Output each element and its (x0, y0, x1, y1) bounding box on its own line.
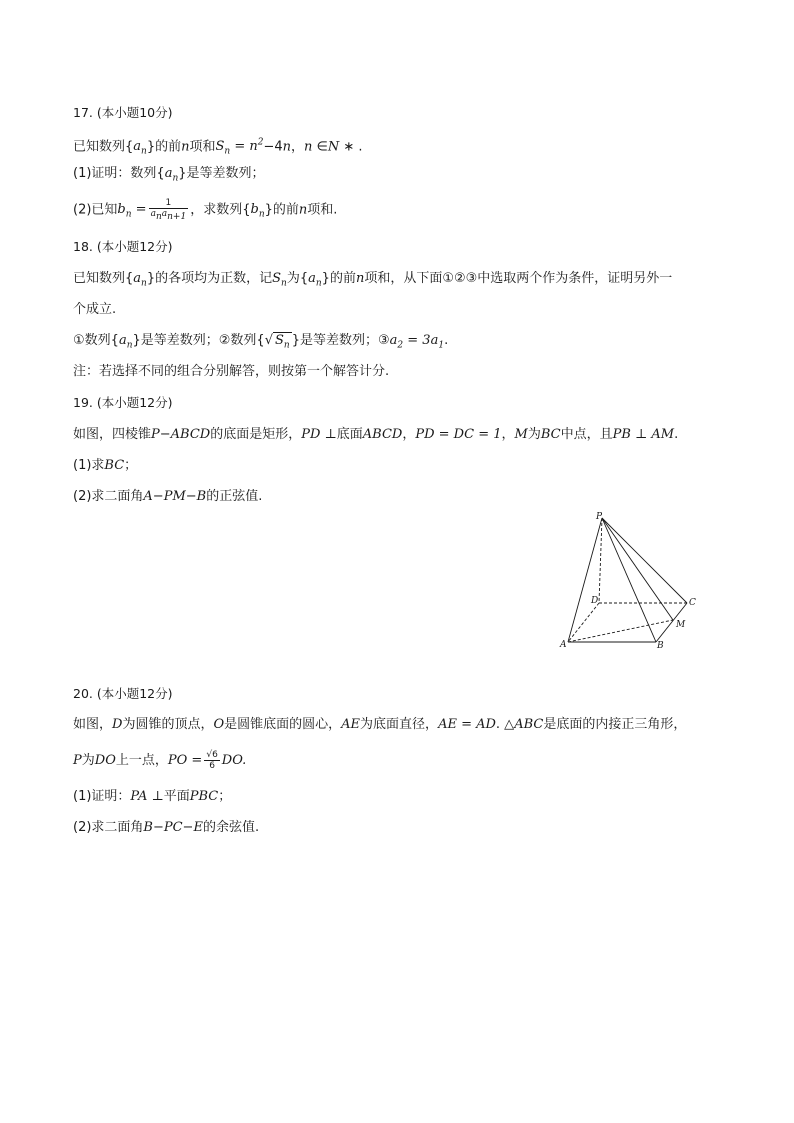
label-M: M (676, 620, 686, 630)
edge-PC (602, 518, 687, 603)
q17-header: 17. (本小题10分) (73, 105, 173, 120)
q20-stem-line1: 如图，D为圆锥的顶点，O是圆锥底面的圆心，AE为底面直径，AE = AD. △ABC是底面的内接正三角形， (73, 717, 687, 732)
q20-stem-line2: P为DO上一点，PO = $\frac{√6}{6}$ DO. (73, 750, 247, 771)
edge-PB (602, 518, 656, 642)
label-D: D (591, 596, 599, 606)
edge-PD (599, 518, 602, 603)
q18-conditions: ①数列$\{a_n\}$是等差数列；②数列{√ $S_n$ }是等差数列；$③a_2 = 3a_1$. (73, 333, 449, 351)
q20-header: 20. (本小题12分) (73, 686, 173, 701)
q18-stem-line1: 已知数列$\{a_n\}$的各项均为正数，记$S_n$为$\{a_n\}$的前n项和，从下面①②③中选取两个作为条件，证明另外一 (73, 271, 673, 289)
q20-part2: (2)求二面角B−PC−E的余弦值. (73, 820, 260, 835)
q18-stem-line2: 个成立. (73, 302, 117, 317)
segment-AM (568, 620, 673, 642)
q18-note: 注：若选择不同的组合分别解答，则按第一个解答计分. (73, 364, 390, 379)
segment-PM (602, 518, 673, 620)
label-A: A (560, 640, 567, 650)
q19-part1: (1)求BC； (73, 458, 138, 473)
q20-part1: (1)证明：PA ⊥平面PBC； (73, 789, 232, 804)
q19-header: 19. (本小题12分) (73, 395, 173, 410)
q17-part1: (1)证明：数列$\{a_n\}$是等差数列； (73, 166, 265, 184)
q19-part2: (2)求二面角A−PM−B的正弦值. (73, 489, 263, 504)
q17-stem: 已知数列$\{a_n\}$的前n项和$S_n = n^2-4n$，n ∈N ∗ . (73, 138, 363, 157)
q20-fraction: $\frac{√6}{6}$ (206, 750, 218, 771)
q17-part2: (2)已知$b_n$ = $\frac{1}{a_na_{n+1}}$ ，求数列$\{b_n\}$的前n项和. (73, 198, 338, 222)
q19-pyramid-figure (555, 510, 705, 655)
edge-PA (568, 518, 602, 642)
q18-header: 18. (本小题12分) (73, 239, 173, 254)
label-P: P (596, 512, 603, 522)
label-C: C (689, 598, 696, 608)
label-B: B (657, 641, 664, 651)
q17-fraction: $\frac{1}{a_na_{n+1}}$ (150, 198, 187, 222)
q19-stem: 如图，四棱锥P−ABCD的底面是矩形，PD ⊥底面ABCD，PD = DC = 1，M为BC中点，且PB ⊥ AM. (73, 427, 679, 442)
